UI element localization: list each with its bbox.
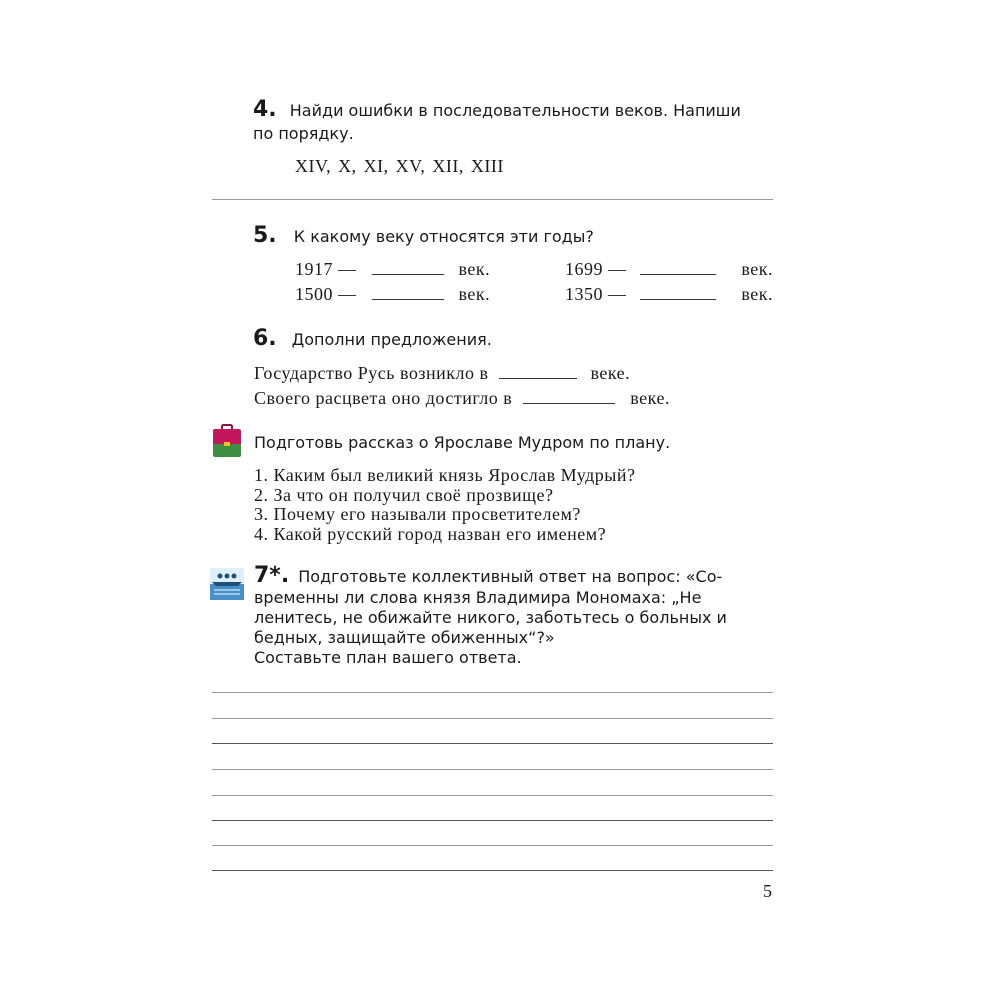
- task-6: [253, 326, 492, 351]
- task-text-line: Составьте план вашего ответа.: [254, 648, 522, 667]
- task-4: [253, 97, 783, 122]
- task-text-line: бедных, защищайте обиженных“?»: [254, 628, 555, 647]
- task-number: 5.: [253, 223, 277, 248]
- answer-blank[interactable]: [640, 260, 716, 275]
- answer-line[interactable]: [212, 820, 773, 821]
- answer-line[interactable]: [212, 692, 773, 693]
- task-7: [254, 563, 774, 588]
- task-text-line: ленитесь, не обижайте никого, заботьтесь о больных и: [254, 608, 727, 627]
- task-number: 4.: [253, 97, 277, 122]
- page-number: 5: [763, 881, 773, 901]
- task-number: 6.: [253, 326, 277, 351]
- task-text: Подготовьте коллективный ответ на вопрос: «Со-: [298, 567, 723, 586]
- task-5: [253, 223, 594, 248]
- task-text: Дополни предложения.: [291, 330, 492, 349]
- task-text: Найди ошибки в последовательности веков. Напиши: [289, 101, 741, 120]
- year-row: 1917 — век.: [295, 259, 491, 279]
- answer-blank[interactable]: [372, 285, 444, 300]
- plan-item: 1. Каким был великий князь Ярослав Мудрый?: [254, 465, 636, 485]
- briefcase-icon: [212, 424, 242, 458]
- answer-line[interactable]: [212, 718, 773, 719]
- year: 1350: [565, 284, 603, 304]
- plan-item: 2. За что он получил своё прозвище?: [254, 484, 554, 505]
- divider: [212, 199, 773, 200]
- year: 1500: [295, 284, 333, 304]
- year: 1917: [295, 259, 333, 279]
- answer-blank[interactable]: [640, 285, 716, 300]
- answer-line[interactable]: [212, 769, 773, 770]
- task-number: 7*.: [254, 563, 290, 588]
- year-row: 1350 — век.: [565, 284, 773, 304]
- plan-item: 4. Какой русский город назван его именем?: [254, 523, 607, 544]
- teamwork-rowing-icon: [210, 568, 244, 600]
- answer-blank[interactable]: [523, 389, 615, 404]
- answer-blank[interactable]: [499, 364, 577, 379]
- year-row: 1500 — век.: [295, 284, 491, 304]
- answer-blank[interactable]: [372, 260, 444, 275]
- century-sequence: XIV, X, XI, XV, XII, XIII: [295, 156, 504, 176]
- sentence-1: Государство Русь возникло в веке.: [254, 363, 631, 383]
- task-text-line: временны ли слова князя Владимира Мономаха: „Не: [254, 588, 702, 607]
- task-text-continued: по порядку.: [253, 124, 354, 143]
- year-row: 1699 — век.: [565, 259, 773, 279]
- answer-line[interactable]: [212, 870, 773, 871]
- plan-intro: Подготовь рассказ о Ярославе Мудром по плану.: [254, 433, 671, 452]
- year: 1699: [565, 259, 603, 279]
- sentence-2: Своего расцвета оно достигло в веке.: [254, 388, 670, 408]
- task-text: К какому веку относятся эти годы?: [293, 227, 594, 246]
- answer-line[interactable]: [212, 845, 773, 846]
- answer-line[interactable]: [212, 743, 773, 744]
- answer-line[interactable]: [212, 795, 773, 796]
- plan-item: 3. Почему его называли просветителем?: [254, 504, 581, 524]
- plan-list: [254, 466, 635, 544]
